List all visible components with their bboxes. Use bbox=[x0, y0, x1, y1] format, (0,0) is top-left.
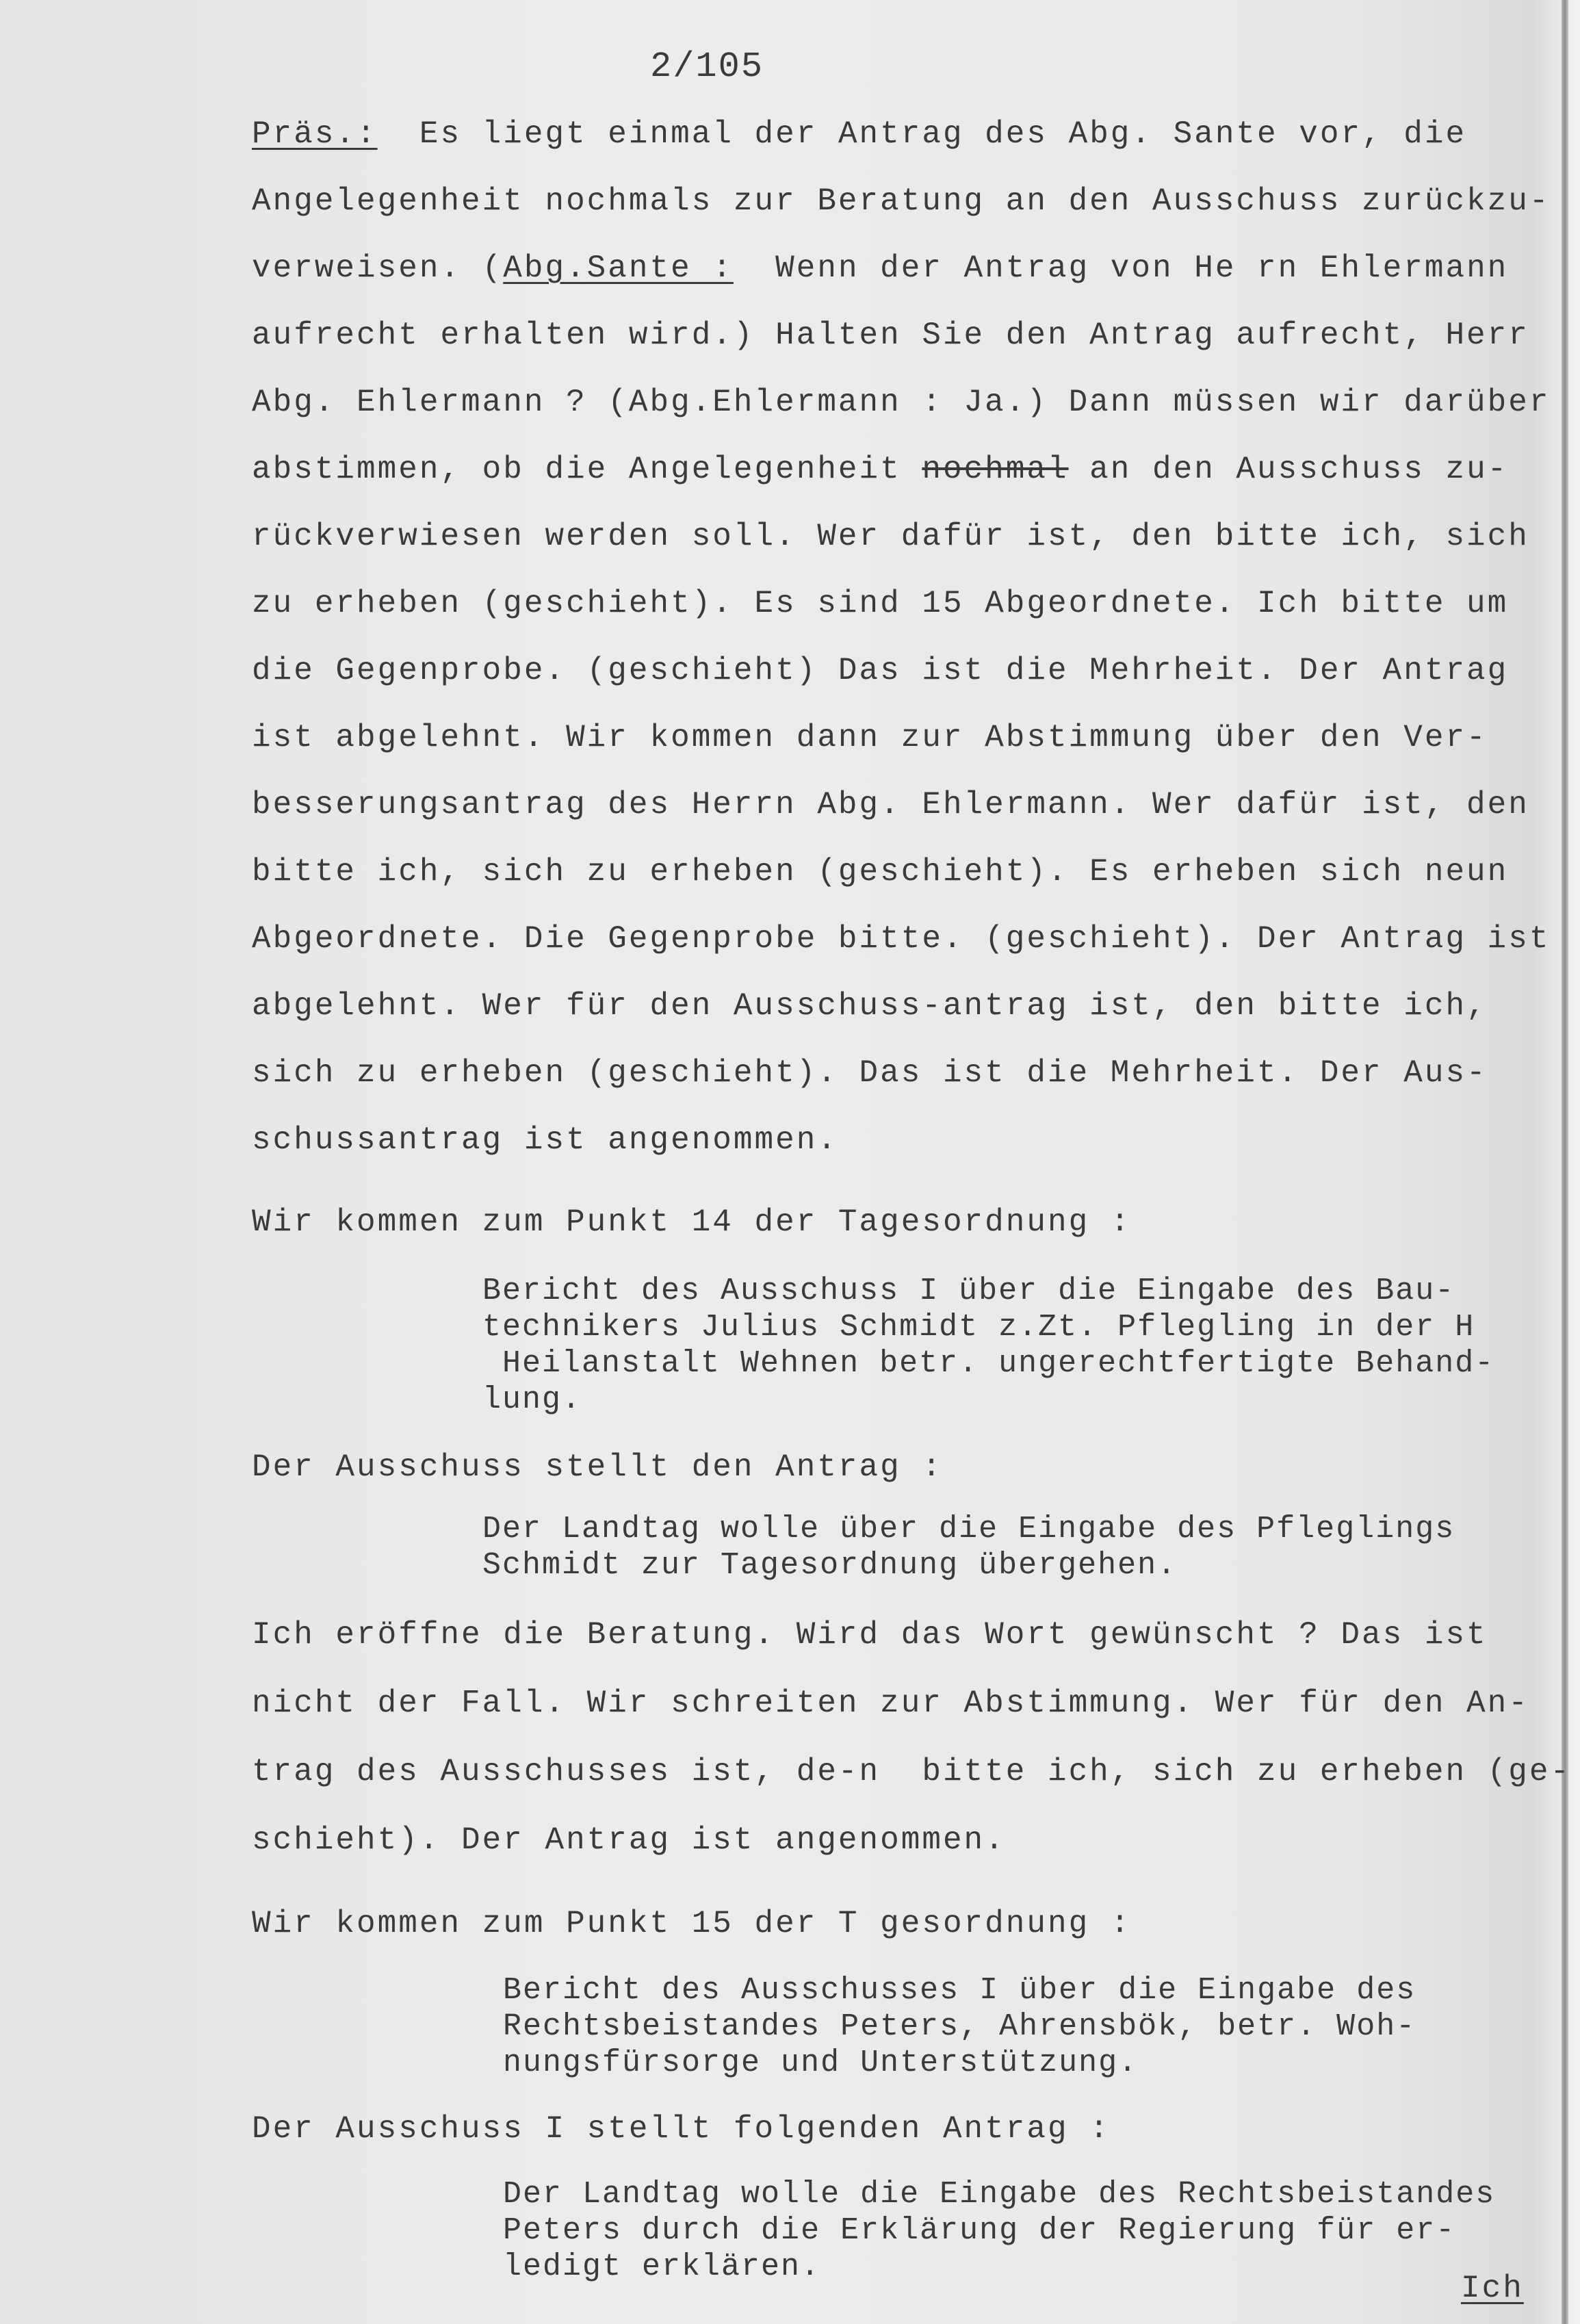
report-line: Heilanstalt Wehnen betr. ungerechtfertigte Behand- bbox=[482, 1346, 1495, 1381]
motion-line: Der Landtag wolle die Eingabe des Rechtsbeistandes bbox=[503, 2177, 1496, 2212]
text-line: Abgeordnete. Die Gegenprobe bitte. (geschieht). Der Antrag ist bbox=[252, 921, 1551, 957]
text-line: nicht der Fall. Wir schreiten zur Abstimmung. Wer für den An- bbox=[252, 1686, 1529, 1721]
report-line: nungsfürsorge und Unterstützung. bbox=[503, 2045, 1139, 2080]
motion-intro: Der Ausschuss I stellt folgenden Antrag : bbox=[252, 2111, 1111, 2147]
motion-line: Schmidt zur Tagesordnung übergehen. bbox=[482, 1548, 1178, 1583]
speaker-label: Abg.Sante : bbox=[503, 250, 734, 286]
text-line: besserungsantrag des Herrn Abg. Ehlermann. Wer dafür ist, den bbox=[252, 787, 1529, 823]
paper-edge-shadow bbox=[1562, 0, 1568, 2324]
report-line: lung. bbox=[482, 1382, 582, 1417]
text-line: schieht). Der Antrag ist angenommen. bbox=[252, 1822, 1006, 1858]
text-line: trag des Ausschusses ist, de-n bitte ich, sich zu erheben (ge- bbox=[252, 1754, 1572, 1790]
page-number: 2/105 bbox=[650, 47, 764, 87]
report-line: technikers Julius Schmidt z.Zt. Pflegling in der H bbox=[482, 1310, 1475, 1345]
text-line: bitte ich, sich zu erheben (geschieht). Es erheben sich neun bbox=[252, 854, 1509, 890]
text-line: verweisen. (Abg.Sante : Wenn der Antrag von He rn Ehlermann bbox=[252, 250, 1509, 286]
text-line: schussantrag ist angenommen. bbox=[252, 1122, 838, 1158]
text-line: aufrecht erhalten wird.) Halten Sie den Antrag aufrecht, Herr bbox=[252, 318, 1529, 353]
report-line: Bericht des Ausschuss I über die Eingabe des Bau- bbox=[482, 1274, 1455, 1308]
report-line: Bericht des Ausschusses I über die Eingabe des bbox=[503, 1973, 1416, 2008]
motion-line: ledigt erklären. bbox=[503, 2249, 821, 2284]
text-line: die Gegenprobe. (geschieht) Das ist die Mehrheit. Der Antrag bbox=[252, 653, 1509, 688]
text-line: Abg. Ehlermann ? (Abg.Ehlermann : Ja.) Dann müssen wir darüber bbox=[252, 385, 1551, 420]
text-line: Angelegenheit nochmals zur Beratung an den Ausschuss zurückzu- bbox=[252, 183, 1551, 219]
motion-line: Peters durch die Erklärung der Regierung für er- bbox=[503, 2213, 1456, 2248]
text-line: ist abgelehnt. Wir kommen dann zur Abstimmung über den Ver- bbox=[252, 720, 1488, 756]
text-line: Ich eröffne die Beratung. Wird das Wort gewünscht ? Das ist bbox=[252, 1617, 1488, 1653]
motion-line: Der Landtag wolle über die Eingabe des Pfleglings bbox=[482, 1512, 1455, 1547]
text-line: rückverwiesen werden soll. Wer dafür ist, den bitte ich, sich bbox=[252, 519, 1529, 554]
motion-intro: Der Ausschuss stellt den Antrag : bbox=[252, 1449, 943, 1485]
text-line: Präs.: Es liegt einmal der Antrag des Abg. Sante vor, die bbox=[252, 116, 1467, 152]
speaker-label: Präs.: bbox=[252, 116, 378, 152]
text-line: sich zu erheben (geschieht). Das ist die Mehrheit. Der Aus- bbox=[252, 1055, 1488, 1091]
report-line: Rechtsbeistandes Peters, Ahrensbök, betr. Woh- bbox=[503, 2009, 1416, 2044]
agenda-point-heading: Wir kommen zum Punkt 14 der Tagesordnung : bbox=[252, 1204, 1132, 1240]
text-line: zu erheben (geschieht). Es sind 15 Abgeordnete. Ich bitte um bbox=[252, 586, 1509, 621]
struck-word: nochmal bbox=[922, 452, 1069, 487]
text-line: abgelehnt. Wer für den Ausschuss-antrag ist, den bitte ich, bbox=[252, 988, 1488, 1024]
catchword: Ich bbox=[1461, 2271, 1524, 2306]
text-line: abstimmen, ob die Angelegenheit nochmal an den Ausschuss zu- bbox=[252, 452, 1509, 487]
agenda-point-heading: Wir kommen zum Punkt 15 der T gesordnung : bbox=[252, 1906, 1132, 1941]
